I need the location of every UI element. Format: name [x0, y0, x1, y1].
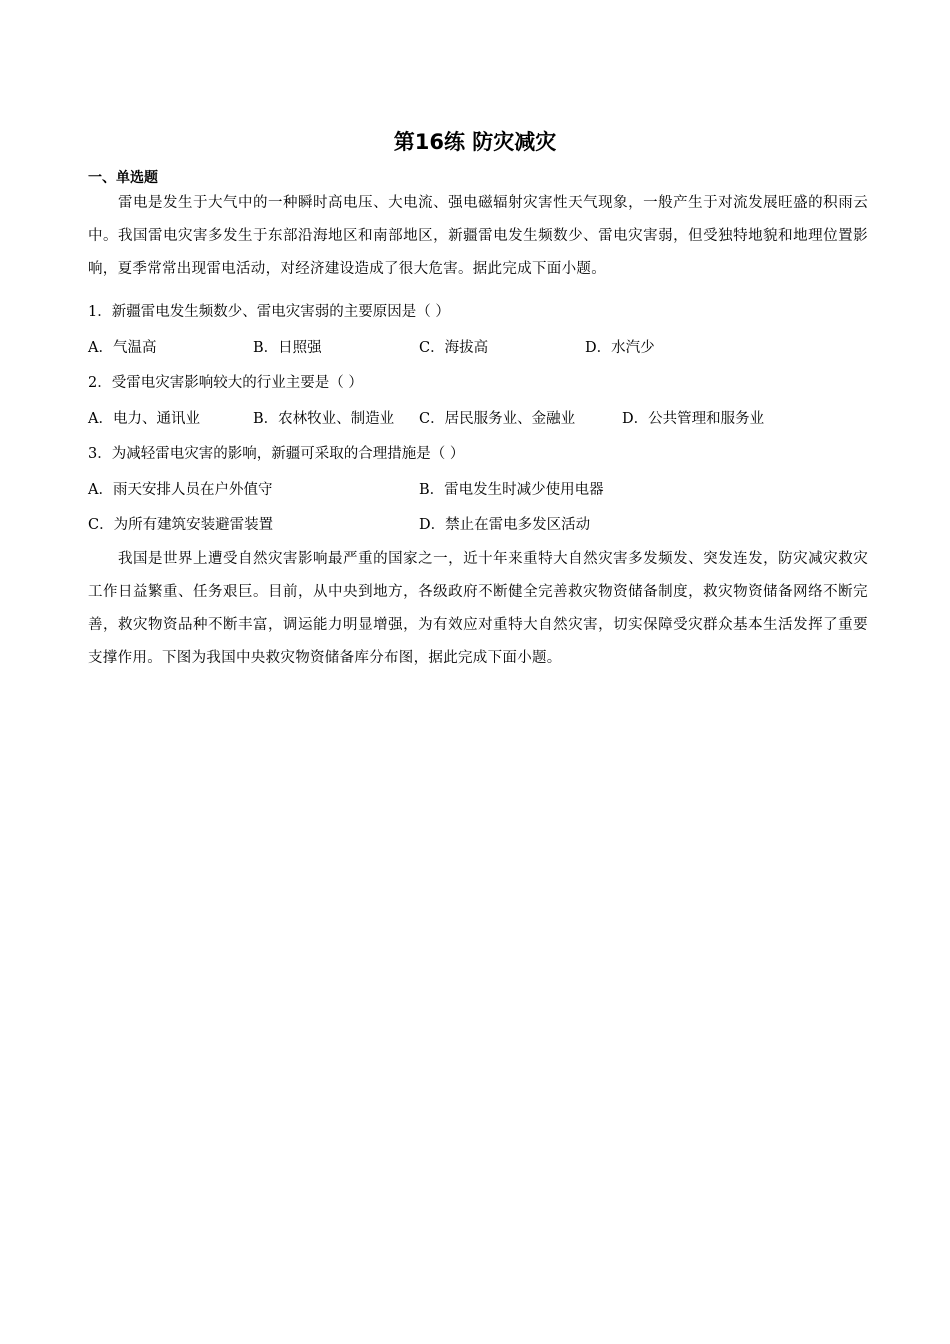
section-heading: 一、单选题	[88, 170, 158, 186]
question-1-option-b: B．日照强	[253, 340, 322, 356]
reading-passage-1	[88, 187, 868, 286]
question-3-option-c: C．为所有建筑安装避雷装置	[88, 517, 274, 533]
reading-passage-2	[88, 543, 868, 675]
question-2-option-b: B．农林牧业、制造业	[253, 411, 395, 427]
page-title: 第16练 防灾减灾	[393, 130, 557, 154]
question-1-option-a: A．气温高	[88, 340, 157, 356]
passage-1-text: 雷电是发生于大气中的一种瞬时高电压、大电流、强电磁辐射灾害性天气现象，一般产生于对流发展旺盛的积雨云中。我国雷电灾害多发生于东部沿海地区和南部地区，新疆雷电发生频数少、雷电灾害弱，但受独特地貌和地理位置影响，夏季常常出现雷电活动，对经济建设造成了很大危害。据此完成下面小题。	[88, 195, 868, 277]
question-3-option-a: A．雨天安排人员在户外值守	[88, 482, 273, 498]
question-3-option-b: B．雷电发生时减少使用电器	[419, 482, 604, 498]
question-2-option-a: A．电力、通讯业	[88, 411, 200, 427]
question-3-option-d: D．禁止在雷电多发区活动	[419, 517, 591, 533]
passage-2-text: 我国是世界上遭受自然灾害影响最严重的国家之一，近十年来重特大自然灾害多发频发、突发连发，防灾减灾救灾工作日益繁重、任务艰巨。目前，从中央到地方，各级政府不断健全完善救灾物资储备制度，救灾物资储备网络不断完善，救灾物资品种不断丰富，调运能力明显增强，为有效应对重特大自然灾害，切实保障受灾群众基本生活发挥了重要支撑作用。下图为我国中央救灾物资储备库分布图，据此完成下面小题。	[88, 551, 868, 666]
question-2-option-d: D．公共管理和服务业	[622, 411, 765, 427]
question-2-stem: 2．受雷电灾害影响较大的行业主要是（ ）	[88, 375, 363, 391]
question-1-stem: 1．新疆雷电发生频数少、雷电灾害弱的主要原因是（ ）	[88, 304, 450, 320]
question-1-option-c: C．海拔高	[419, 340, 489, 356]
question-1-option-d: D．水汽少	[585, 340, 655, 356]
question-3-stem: 3．为减轻雷电灾害的影响，新疆可采取的合理措施是（ ）	[88, 446, 465, 462]
question-2-option-c: C．居民服务业、金融业	[419, 411, 576, 427]
